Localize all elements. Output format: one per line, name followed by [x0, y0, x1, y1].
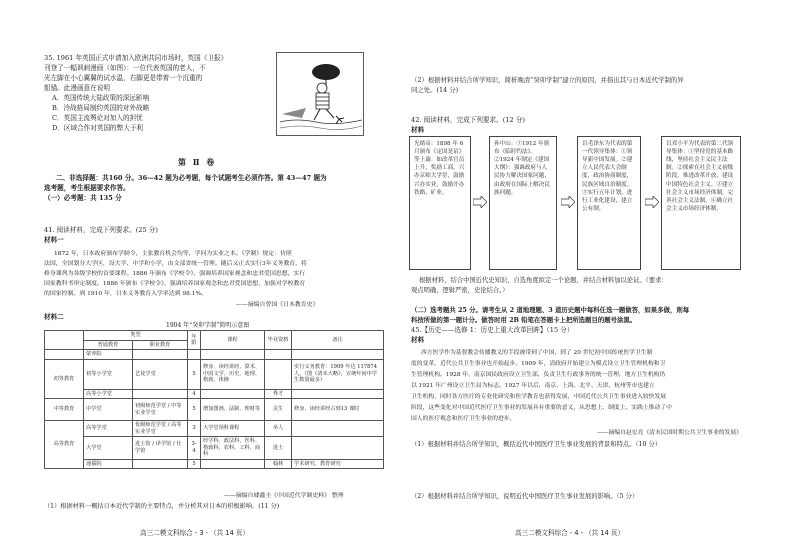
cell-years: 4	[188, 389, 201, 399]
q45-material-line-3: 生管理机构。1928 年，南京国民政府设立卫生部，负责卫生行政事务的统一管理，地方卫生机构仍	[411, 372, 666, 378]
arrow-right-icon	[473, 196, 487, 208]
th-note: 备注	[292, 331, 384, 350]
cell-vocational	[133, 389, 188, 399]
flow-box-deng-xiaoping: 以邓小平为代表的第二代领导集体：①坚持党的基本路线，坚持社会主义民主法制。②探索在社会主义初级阶段，推进改革开放，建设中国特色社会主义。③建立社会主义市场经济体制，完善社会主义法制。④确立社会主义市场经济体制。	[661, 136, 741, 270]
cell-note: 实行义务教育：1909 年达 117874 人。（图《清末大略》，宣统年间中学生数量最多）	[292, 359, 384, 389]
material1-line-1: 1872 年，日本政府颁布学制令，主张教育机会均等，学问为实业之本。《学制》规定：仿照	[54, 251, 292, 257]
arrow-right-icon	[645, 196, 659, 208]
cell-years	[188, 350, 201, 360]
q45-heading: 45.【历史——选修 1：历史上重大改革回眸】（15 分）	[411, 326, 574, 334]
cell-note	[292, 389, 384, 399]
section-intro-1: 二、非选择题：共160 分。36—42 题为必考题，每个试题考生必须作答。第 43—47 题为	[56, 174, 327, 182]
elective-intro-1: （二）选考题共 25 分。请考生从 2 道地理题、3 道历史题中每科任选一题做答，如果多做，则每	[411, 306, 690, 314]
material1-line-5: 的国家控制。到 1910 年，日本义务教育入学率达到 98.1%。	[44, 291, 208, 297]
material1-line-2: 法国，全国划分大学区，设大学、中学和小学，由文部省统一管理。随后又正式实行3年义务教育，将	[44, 261, 307, 267]
cell-general: 初等小学堂	[84, 359, 133, 389]
q35-option-b: B．冷战格局制约英国的对外战略	[52, 104, 150, 112]
page-4	[397, 0, 794, 549]
cell-course: 经学科、政法科、医科、格致科、农科、工科、商科	[201, 437, 265, 460]
cell-course: 修身、读经讲经、算术、中国文学、历史、地理、格致、体操	[201, 359, 265, 389]
cell-general: 通儒院	[84, 459, 133, 469]
cell-general: 大学堂	[84, 437, 133, 460]
th-years: 年限	[188, 331, 201, 350]
q35-line-3: 光左脚在小心翼翼的试水温，右脚更是带着一个沉重的	[44, 74, 203, 82]
gui-mao-school-system-table	[44, 330, 384, 469]
cell-vocational: 进士馆 / 译学馆 / 仕学馆	[133, 437, 188, 460]
material2-label: 材料二	[44, 313, 64, 321]
cell-qual: 秀才	[265, 389, 292, 399]
table-title: 1904 年“癸卯学制”简明示意图	[166, 322, 250, 329]
material1-source: ——摘编自曾国《日本教育史》	[236, 302, 319, 308]
cell-course	[201, 350, 265, 360]
cell-note	[292, 437, 384, 460]
q41-question-2-line-1: （2）根据材料并结合所学知识，简析晚清“癸卯学制”建立的原因，并指出其与日本近代学制的异	[411, 76, 684, 84]
cell-course: 增加图画、法制、理财等	[201, 399, 265, 421]
flow-box-sun-yatsen: 孙中山：①1912 年颁布《临时约法》。②1924 年制定《建国大纲》：强调政府与人民协力解决国家问题，由政府在国际上解决民族问题。	[489, 136, 557, 270]
material1-label: 材料一	[44, 236, 64, 244]
q35-option-c: C．英国主流舆论对加入的担忧	[52, 114, 143, 122]
table-source: ——摘编自璩鑫圭《中国近代学制史料》 整理	[224, 493, 344, 499]
cell-note: 修身、读经讲经占到13 课时	[292, 399, 384, 421]
th-type: 类型	[84, 331, 188, 341]
cell-note	[292, 421, 384, 437]
q45-material-line-6: 阶段，这些变化对中国近代医疗卫生事业的发展具有重要的意义，从思想上、制度上、实践上推动了中	[411, 405, 672, 411]
cell-stage: 初等教育	[45, 359, 84, 399]
cell-vocational	[133, 459, 188, 469]
q42-instruction-1: 根据材料，结合中国近代史知识，自选角度拟定一个论题，并结合材料加以论证。（要求：	[419, 277, 668, 284]
q35-line-2: 刊登了一幅讽刺漫画（如图）：一位代表英国的老人，不	[44, 64, 206, 72]
page-footer: 高三二模文科综合 - 4 - （共 14 页）	[515, 529, 625, 537]
cell-stage	[45, 350, 84, 360]
material1-line-4: 国家教科书审定制度。1886 年颁布《学校令》，强调培养国家观念和忠君爱国思想，加强对学校教育	[44, 281, 306, 287]
cell-qual: 贡生	[265, 399, 292, 421]
section-title: 第 Ⅱ 卷	[178, 157, 217, 167]
th-general: 普通教育	[84, 340, 133, 350]
q45-material-line-4: 以 1921 年广州设立卫生局为标志。1927 年以后，南京、上海、北平、天津、杭州等市也建立	[411, 383, 655, 389]
cell-course	[201, 459, 265, 469]
q45-material-label: 材料	[411, 336, 425, 344]
cell-course: 大学堂预科课程	[201, 421, 265, 437]
th-vocational: 职业教育	[133, 340, 188, 350]
q45-material-line-5: 卫生机构，同时各方医疗的专业化研究和医学教育也获得发展，中国近代公共卫生事业进入较快发展	[411, 394, 667, 400]
arrow-right-icon	[561, 196, 575, 208]
cell-general: 高等学堂	[84, 421, 133, 437]
q41-heading: 41. 阅读材料，完成下列要求。(25 分)	[44, 226, 158, 234]
cell-general: 中学堂	[84, 399, 133, 421]
q42-material-label: 材料	[411, 126, 425, 134]
cell-vocational: 艺徒学堂	[133, 359, 188, 389]
q41-question-1: （1）根据材料一概括日本近代学制的主要特点，并分析其对日本的积极影响。(11 分)	[44, 503, 280, 510]
cell-qual	[265, 350, 292, 360]
cell-stage: 高等教育	[45, 421, 84, 469]
cell-course	[201, 389, 265, 399]
cell-note: 学术研究、教育研究	[292, 459, 384, 469]
q35-line-1: 35. 1961 年英国正式申请加入欧洲共同市场时，英国《卫报》	[44, 54, 228, 62]
q35-option-d: D．区域合作对英国的弊大于利	[52, 124, 144, 132]
elective-intro-2: 科按所做的第一题计分。做答时用 2B 铅笔在答题卡上把所选题目的题号涂黑。	[411, 316, 637, 324]
q45-material-source: ——摘编自赵宏亮《清末民国时期公共卫生事业的发展》	[597, 430, 742, 436]
page-footer: 高三二模文科综合 - 3 - （共 14 页）	[140, 529, 250, 537]
q45-material-line-2: 度的变革，近代公共卫生事业也开始起步。1909 年，清政府开始建立为模式设立卫生管理机构和卫	[411, 361, 666, 367]
q35-line-4: 船锚。此漫画意在说明	[44, 84, 110, 92]
cartoon-old-man-testing-water-icon	[276, 52, 364, 136]
cell-years: 5	[188, 459, 201, 469]
q45-material-line-1: 西方医学作为基督教会传播教义的手段被带到了中国，到了 20 世纪初中国传统医学卫生制	[421, 350, 653, 356]
flow-box-guangxu: 光绪帝：1898 年 6 月颁布《定国是诏》等上谕：如改革官员上升，奖励工商，兴办京师大学堂，鼓励兴办实业，鼓励开办铁路、矿业。	[409, 136, 471, 270]
th-qual: 毕业资格	[265, 331, 292, 350]
q42-heading: 42. 阅读材料，完成下列要求。(12 分)	[411, 116, 525, 124]
material1-line-3: 修身课列为各级学校的首要课程。1886 年颁布《学校令》，强调培养国家观念和忠君爱国思想，实行	[44, 271, 306, 277]
cell-stage: 中等教育	[45, 399, 84, 421]
cell-general: 蒙养院	[84, 350, 133, 360]
cell-note	[292, 350, 384, 360]
cell-vocational: 优级师范学堂 / 高等实业学堂	[133, 421, 188, 437]
cell-qual	[265, 359, 292, 389]
cell-qual: 翰林	[265, 459, 292, 469]
cell-qual: 举人	[265, 421, 292, 437]
cell-years: 5	[188, 359, 201, 389]
section-intro-3: （一）必考题：共 135 分	[44, 194, 122, 202]
cell-vocational: 初级师范学堂 / 中等实业学堂	[133, 399, 188, 421]
cell-years: 3	[188, 421, 201, 437]
q41-question-2-line-2: 同之处。(14 分)	[411, 86, 459, 94]
th-stage	[45, 331, 84, 350]
cell-qual: 进士	[265, 437, 292, 460]
flow-box-mao-zedong: 以毛泽东为代表的第一代领导集体：①领导新中国发展。②建立人民代表大会制度，政治协商制度，民族区域自治制度。③实行五年计划，进行工业化建设，建立公有制。	[577, 136, 641, 270]
q35-option-a: A．英国传统大陆政策的深远影响	[52, 94, 150, 102]
q45-question-2: （2）根据材料并结合所学知识，说明近代中国医疗卫生事业发展的影响。（5 分）	[411, 493, 639, 500]
cell-years: 3-4	[188, 437, 201, 460]
q45-material-line-7: 国人的医疗观念和医疗卫生事业的进步。	[411, 416, 516, 422]
q42-instruction-2: 观点明确，逻辑严密，史论结合。）	[411, 287, 509, 294]
th-course: 课程	[201, 331, 265, 350]
q45-question-1: （1）根据材料并结合所学知识，概括近代中国医疗卫生事业发展的背景和特点。（10 分）	[411, 441, 662, 448]
cell-vocational	[133, 350, 188, 360]
section-intro-2: 选考题，考生根据要求作答。	[44, 184, 130, 192]
cell-general: 高等小学堂	[84, 389, 133, 399]
cell-years: 5	[188, 399, 201, 421]
